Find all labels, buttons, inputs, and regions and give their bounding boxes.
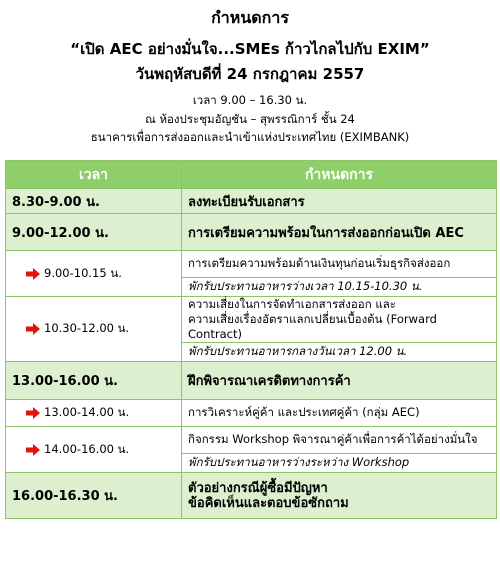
break-note: พักรับประทานอาหารกลางวันเวลา 12.00 น.	[182, 343, 497, 362]
row-time-cell	[6, 297, 182, 362]
row-time: 16.00-16.30 น.	[6, 473, 182, 519]
red-arrow-icon	[26, 268, 40, 280]
row-agenda-line1: ความเสี่ยงในการจัดทำเอกสารส่งออก และ	[188, 297, 396, 311]
table-row-s1a	[6, 251, 497, 278]
row-time: 13.00-16.00 น.	[6, 362, 182, 400]
red-arrow-icon	[26, 444, 40, 456]
column-header-agenda: กำหนดการ	[182, 161, 497, 189]
break-note: พักรับประทานอาหารว่างระหว่าง Workshop	[182, 454, 497, 473]
table-row-registration	[6, 189, 497, 214]
red-arrow-icon	[26, 407, 40, 419]
event-name: “เปิด AEC อย่างมั่นใจ...SMEs ก้าวไกลไปกับ EXIM”	[70, 40, 430, 58]
table-row-session2	[6, 362, 497, 400]
row-time: 9.00-10.15 น.	[44, 265, 122, 280]
event-time: เวลา 9.00 – 16.30 น.	[192, 93, 308, 107]
table-header-row	[6, 161, 497, 189]
row-time: 13.00-14.00 น.	[44, 405, 130, 419]
table-row-session1	[6, 214, 497, 251]
table-row-s2a	[6, 400, 497, 427]
row-time-cell	[6, 427, 182, 473]
row-agenda	[182, 473, 497, 519]
row-time-cell	[6, 400, 182, 427]
page-title: กำหนดการ	[211, 8, 289, 27]
row-agenda-line2: ความเสี่ยงเรื่องอัตราแลกเปลี่ยนเบื้องต้น (Forward Contract)	[188, 312, 437, 341]
row-agenda: กิจกรรม Workshop พิจารณาคู่ค้าเพื่อการค้าได้อย่างมั่นใจ	[182, 427, 497, 454]
row-time-cell	[6, 251, 182, 297]
event-venue: ณ ห้องประชุมอัญชัน – สุพรรณิการ์ ชั้น 24	[145, 112, 355, 126]
break-note: พักรับประทานอาหารว่างเวลา 10.15-10.30 น.	[182, 278, 497, 297]
schedule-table	[5, 160, 497, 519]
event-date: วันพฤหัสบดีที่ 24 กรกฎาคม 2557	[135, 65, 365, 83]
row-agenda	[182, 297, 497, 343]
row-agenda: ลงทะเบียนรับเอกสาร	[182, 189, 497, 214]
table-row-closing	[6, 473, 497, 519]
event-organizer: ธนาคารเพื่อการส่งออกและนำเข้าแห่งประเทศไทย (EXIMBANK)	[90, 130, 410, 144]
row-time: 9.00-12.00 น.	[6, 214, 182, 251]
table-row-s2b	[6, 427, 497, 454]
row-agenda: การเตรียมความพร้อมในการส่งออกก่อนเปิด AEC	[182, 214, 497, 251]
table-row-s1b	[6, 297, 497, 343]
row-agenda: การเตรียมความพร้อมด้านเงินทุนก่อนเริ่มธุรกิจส่งออก	[182, 251, 497, 278]
row-time: 8.30-9.00 น.	[6, 189, 182, 214]
row-agenda: การวิเคราะห์คู่ค้า และประเทศคู่ค้า (กลุ่ม AEC)	[182, 400, 497, 427]
row-agenda: ฝึกพิจารณาเครดิตทางการค้า	[182, 362, 497, 400]
row-time: 14.00-16.00 น.	[44, 441, 130, 456]
row-agenda-line2: ข้อคิดเห็นและตอบข้อซักถาม	[188, 495, 349, 511]
row-agenda-line1: ตัวอย่างกรณีผู้ซื้อมีปัญหา	[188, 480, 328, 496]
red-arrow-icon	[26, 323, 40, 335]
row-time: 10.30-12.00 น.	[44, 321, 130, 335]
column-header-time: เวลา	[6, 161, 182, 189]
